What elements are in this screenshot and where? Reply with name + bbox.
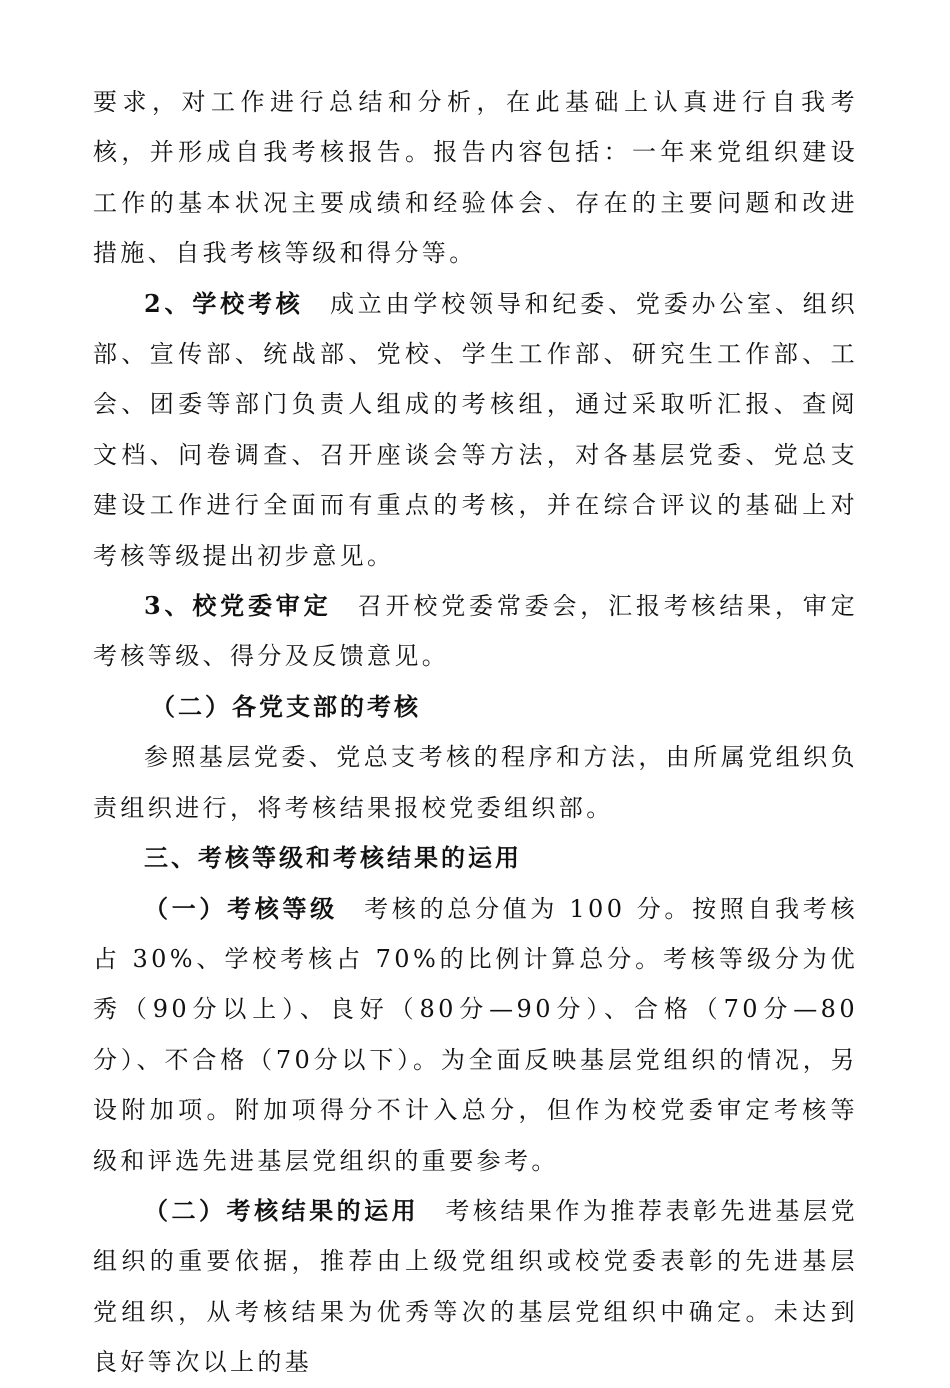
result-usage-text: 考核结果作为推荐表彰先进基层党组织的重要依据，推荐由上级党组织或校党委表彰的先进基层党组织，从考核结果为优秀等次的基层党组织中确定。未达到良好等次以上的基 <box>93 1196 859 1377</box>
heading-section-three: 三、考核等级和考核结果的运用 <box>144 843 522 873</box>
assessment-grades-text: 考核的总分值为 100 分。按照自我考核占 30%、学校考核占 70%的比例计算总分。考核等级分为优秀（90分以上）、良好（80分—90分）、合格（70分—80分）、不合格（70分以下）。为全面反映基层党组织的情况，另设附加项。附加项得分不计入总分，但作为校党委审定考核等级和评选先进基层党组织的重要参考。 <box>93 894 858 1175</box>
paragraph-party-committee-review <box>93 581 858 682</box>
paragraph-self-assessment-report: 要求，对工作进行总结和分析，在此基础上认真进行自我考核，并形成自我考核报告。报告内容包括：一年来党组织建设工作的基本状况主要成绩和经验体会、存在的主要问题和改进措施、自我考核等级和得分等。 <box>93 88 858 268</box>
heading-branch-assessment: （二）各党支部的考核 <box>151 691 421 721</box>
result-usage-heading: （二）考核结果的运用 <box>144 1195 420 1225</box>
paragraph-result-usage <box>93 1186 858 1388</box>
paragraph-branch-assessment: 参照基层党委、党总支考核的程序和方法，由所属党组织负责组织进行，将考核结果报校党委组织部。 <box>93 743 858 822</box>
school-assessment-text: 成立由学校领导和纪委、党委办公室、组织部、宣传部、统战部、党校、学生工作部、研究生工作部、工会、团委等部门负责人组成的考核组，通过采取听汇报、查阅文档、问卷调查、召开座谈会等方法，对各基层党委、党总支建设工作进行全面而有重点的考核，并在综合评议的基础上对考核等级提出初步意见。 <box>93 289 858 570</box>
party-committee-review-text: 召开校党委常委会，汇报考核结果，审定考核等级、得分及反馈意见。 <box>93 592 859 671</box>
school-assessment-heading: 2、学校考核 <box>144 288 304 318</box>
paragraph-school-assessment <box>93 279 858 581</box>
paragraph-assessment-grades <box>93 884 858 1186</box>
assessment-grades-heading: （一）考核等级 <box>144 893 338 923</box>
document-page <box>93 77 858 1388</box>
party-committee-review-heading: 3、校党委审定 <box>144 591 332 621</box>
